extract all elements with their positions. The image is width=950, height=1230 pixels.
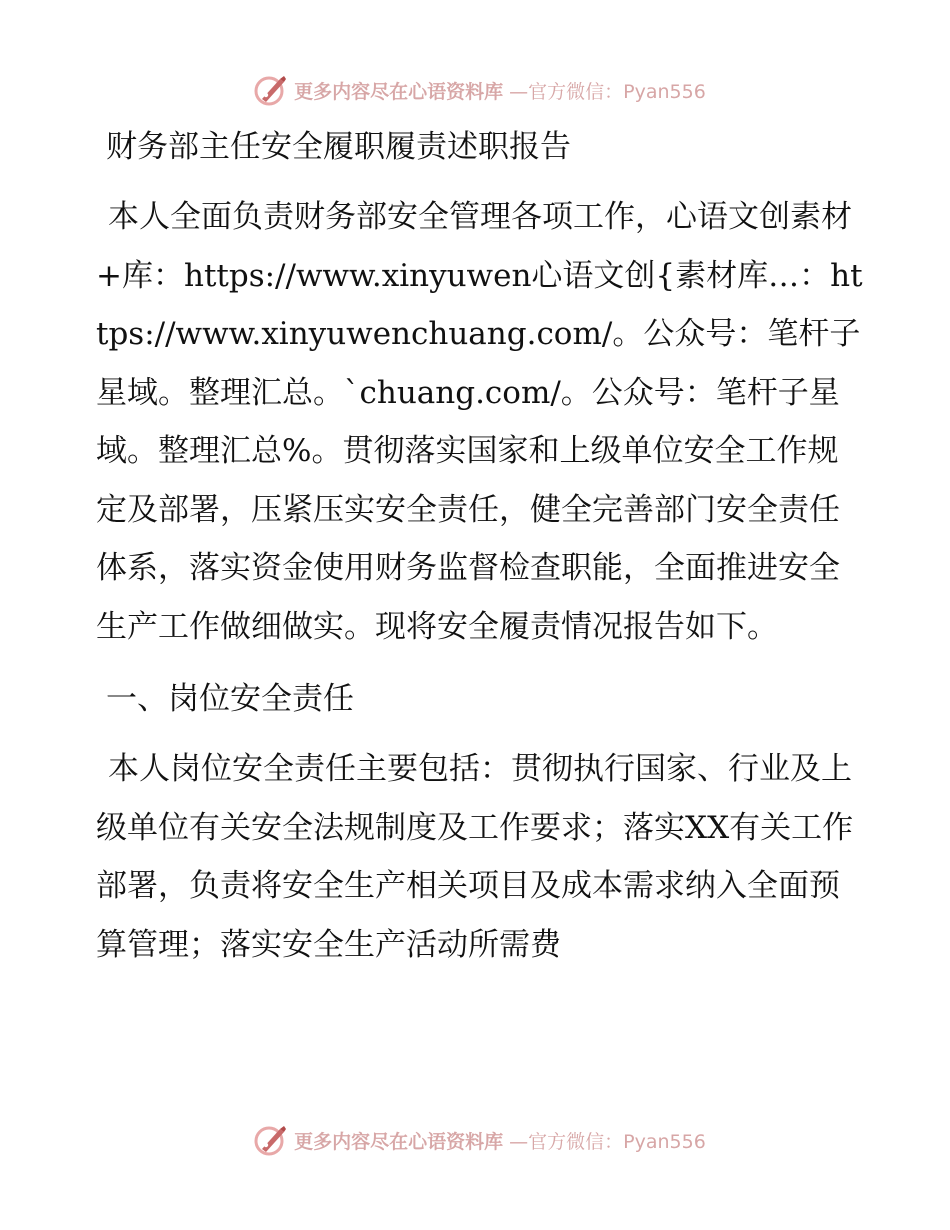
footer-watermark <box>254 1123 706 1157</box>
watermark-main-text: 更多内容尽在心语资料库 <box>294 80 504 103</box>
header-watermark <box>254 73 706 107</box>
paragraph-responsibility: 本人岗位安全责任主要包括：贯彻执行国家、行业及上级单位有关安全法规制度及工作要求；落实XX有关工作部署，负责将安全生产相关项目及成本需求纳入全面预算管理；落实安全生产活动所需费 <box>96 751 854 963</box>
section-heading-1: 一、岗位安全责任 <box>106 681 354 717</box>
watermark-sub-text: —官方微信：Pyan556 <box>509 80 706 103</box>
document-body <box>96 118 866 974</box>
watermark-main-text: 更多内容尽在心语资料库 <box>294 1130 504 1153</box>
document-title: 财务部主任安全履职履责述职报告 <box>106 129 571 165</box>
paragraph-intro: 本人全面负责财务部安全管理各项工作，心语文创素材+库：https://www.xinyuwen心语文创{素材库…：https://www.xinyuwenchuang.com/。公众号：笔杆子星域。整理汇总。`chuang.com/。公众号：笔杆子星域。整理汇总%。贯彻落实国家和上级单位安全工作规定及部署，压紧压实安全责任，健全完善部门安全责任体系，落实资金使用财务监督检查职能，全面推进安全生产工作做细做实。现将安全履责情况报告如下。 <box>96 199 863 645</box>
header-watermark-banner <box>0 70 950 110</box>
pen-logo-icon <box>254 73 288 107</box>
footer-watermark-banner <box>0 1120 950 1160</box>
pen-logo-icon <box>254 1123 288 1157</box>
watermark-sub-text: —官方微信：Pyan556 <box>509 1130 706 1153</box>
